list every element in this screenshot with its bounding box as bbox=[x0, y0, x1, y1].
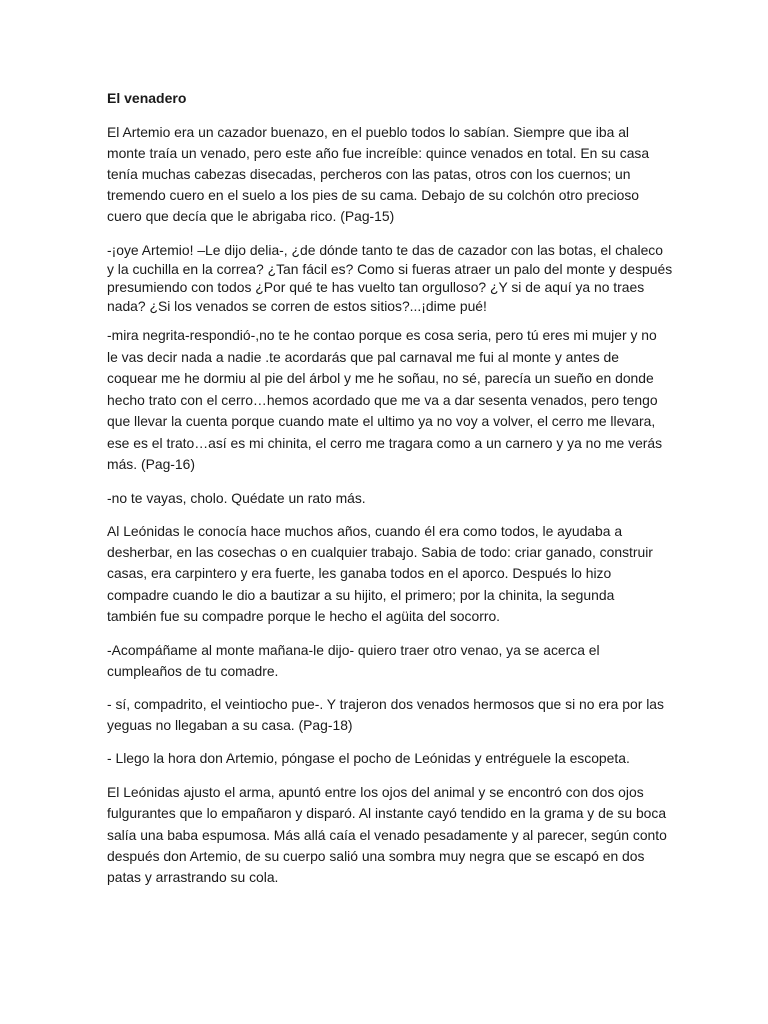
paragraph-line: le vas decir nada a nadie .te acordarás que pal carnaval me fui al monte y antes de bbox=[107, 348, 619, 365]
paragraph-line: -mira negrita-respondió-,no te he contao porque es cosa seria, pero tú eres mi mujer y no bbox=[107, 327, 657, 343]
paragraph-line: -Acompáñame al monte mañana-le dijo- quiero traer otro venao, ya se acerca el bbox=[107, 642, 600, 658]
paragraph-line: desherbar, en las cosechas o en cualquier trabajo. Sabia de todo: criar ganado, construir bbox=[107, 544, 653, 561]
paragraph-line: que llevar la cuenta porque cuando mate el ultimo ya no voy a volver, el cerro me llevara, bbox=[107, 413, 656, 429]
paragraph-line: también fue su compadre porque le hecho el agüita del socorro. bbox=[107, 607, 501, 624]
paragraph-line: -no te vayas, cholo. Quédate un rato más. bbox=[107, 490, 366, 506]
paragraph-line: -¡oye Artemio! –Le dijo delia-, ¿de dónde tanto te das de cazador con las botas, el chaleco bbox=[107, 242, 663, 258]
paragraph-3 bbox=[107, 325, 667, 476]
paragraph-2 bbox=[107, 241, 673, 315]
paragraph-4 bbox=[107, 488, 667, 509]
paragraph-9 bbox=[107, 782, 667, 888]
paragraph-line: ese es el trato…así es mi chinita, el cerro me tragara como a un carnero y ya no me verás bbox=[107, 434, 663, 451]
paragraph-5 bbox=[107, 521, 667, 627]
paragraph-line: tenía muchas cabezas disecadas, percheros con las patas, otros con los cuernos; un bbox=[107, 166, 631, 182]
paragraph-7 bbox=[107, 694, 667, 736]
paragraph-line: - Llego la hora don Artemio, póngase el pocho de Leónidas y entréguele la escopeta. bbox=[107, 750, 630, 766]
document-title: El venadero bbox=[107, 90, 187, 106]
paragraph-line: hecho trato con el cerro…hemos acordado que me va a dar sesenta venados, pero tengo bbox=[107, 391, 658, 408]
paragraph-line: casas, era carpintero y era fuerte, les ganaba todos en el aporco. Después lo hizo bbox=[107, 565, 612, 582]
paragraph-line: salía una baba espumosa. Más allá caía el venado pesadamente y al parecer, según conto bbox=[107, 826, 667, 843]
paragraph-line: después don Artemio, de su cuerpo salió una sombra muy negra que se escapó en dos bbox=[107, 847, 645, 864]
paragraph-line: El Leónidas ajusto el arma, apuntó entre los ojos del animal y se encontró con dos ojos bbox=[107, 784, 644, 800]
paragraph-line: fulgurantes que lo empañaron y disparó. Al instante cayó tendido en la grama y de su boca bbox=[107, 805, 667, 822]
paragraph-6 bbox=[107, 640, 667, 682]
paragraph-line: El Artemio era un cazador buenazo, en el pueblo todos lo sabían. Siempre que iba al bbox=[107, 124, 630, 140]
paragraph-line: coquear me he dormiu al pie del árbol y me he soñau, no sé, parecía un sueño en donde bbox=[107, 370, 654, 386]
paragraph-line: cuero que decía que le abrigaba rico. (Pag-15) bbox=[107, 208, 395, 224]
paragraph-line: monte traía un venado, pero este año fue increíble: quince venados en total. En su casa bbox=[107, 145, 650, 161]
paragraph-line: tremendo cuero en el suelo a los pies de su cama. Debajo de su colchón otro precioso bbox=[107, 187, 640, 203]
paragraph-line: - sí, compadrito, el veintiocho pue-. Y trajeron dos venados hermosos que si no era por las bbox=[107, 696, 664, 712]
paragraph-line: más. (Pag-16) bbox=[107, 456, 196, 472]
paragraph-line: compadre cuando le dio a bautizar a su hijito, el primero; por la chinita, la segunda bbox=[107, 586, 615, 603]
paragraph-line: cumpleaños de tu comadre. bbox=[107, 663, 279, 679]
paragraph-line: presumiendo con todos ¿Por qué te has vuelto tan orgulloso? ¿Y si de aquí ya no traes bbox=[107, 279, 645, 295]
paragraph-line: yeguas no llegaban a su casa. (Pag-18) bbox=[107, 717, 353, 733]
paragraph-line: y la cuchilla en la correa? ¿Tan fácil es? Como si fueras atraer un palo del monte y después bbox=[107, 260, 673, 277]
paragraph-line: Al Leónidas le conocía hace muchos años, cuando él era como todos, le ayudaba a bbox=[107, 523, 623, 539]
paragraph-8 bbox=[107, 748, 667, 769]
paragraph-line: patas y arrastrando su cola. bbox=[107, 869, 279, 886]
paragraph-line: nada? ¿Si los venados se corren de estos sitios?...¡dime pué! bbox=[107, 297, 487, 314]
paragraph-1 bbox=[107, 122, 667, 227]
